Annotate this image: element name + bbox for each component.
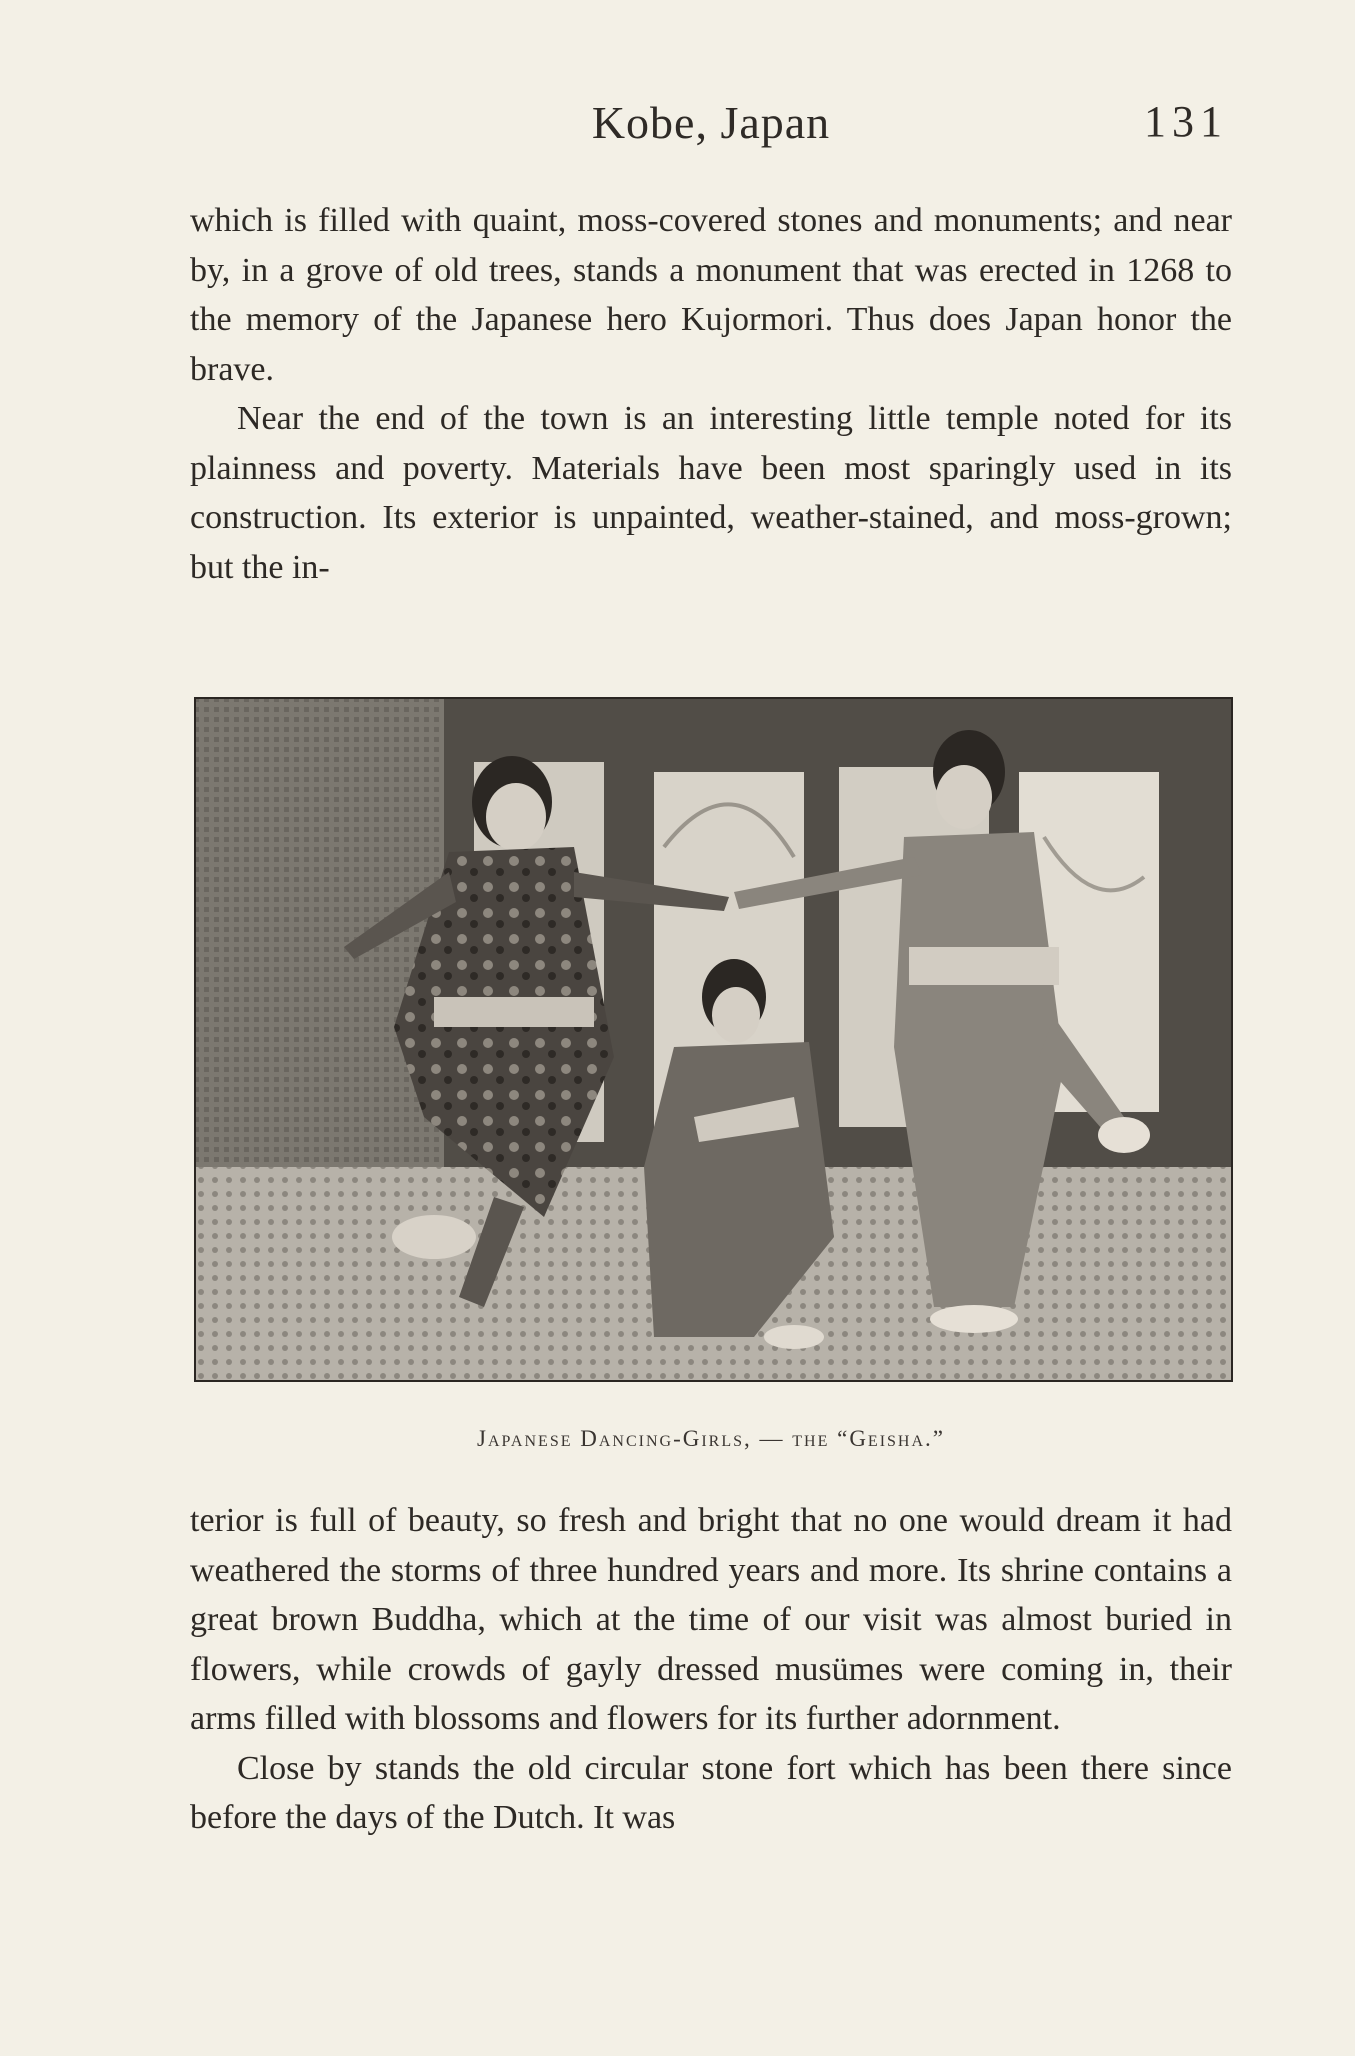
- body-text-top: [190, 196, 1232, 592]
- paragraph: which is filled with quaint, moss-covered stones and monuments; and near by, in a grove of old trees, stands a monument that was erected in 1268 to the memory of the Japanese hero Kujormori. Thus does Japan honor the brave.: [190, 202, 1232, 388]
- photograph-illustration: [194, 697, 1233, 1382]
- running-header: [190, 96, 1232, 156]
- running-title: Kobe, Japan: [591, 97, 831, 148]
- paragraph: terior is full of beauty, so fresh and bright that no one would dream it had weathered the storms of three hundred years and more. Its shrine contains a great brown Buddha, which at the time of our visit was almost buried in flowers, while crowds of gayly dressed musümes were coming in, their arms filled with blossoms and flowers for its further adornment.: [190, 1502, 1232, 1737]
- paragraph: Near the end of the town is an interesting little temple noted for its plainness and poverty. Materials have been most sparingly used in its construction. Its exterior is unpainted, weather-stained, and moss-grown; but the in-: [190, 400, 1232, 586]
- figure-caption: Japanese Dancing-Girls, — the “Geisha.”: [477, 1426, 945, 1451]
- body-text-bottom: [190, 1496, 1232, 1843]
- paragraph: Close by stands the old circular stone fort which has been there since before the days of the Dutch. It was: [190, 1749, 1232, 1836]
- page-number: 131: [1144, 97, 1228, 146]
- photograph-geisha-dancers: [194, 697, 1233, 1382]
